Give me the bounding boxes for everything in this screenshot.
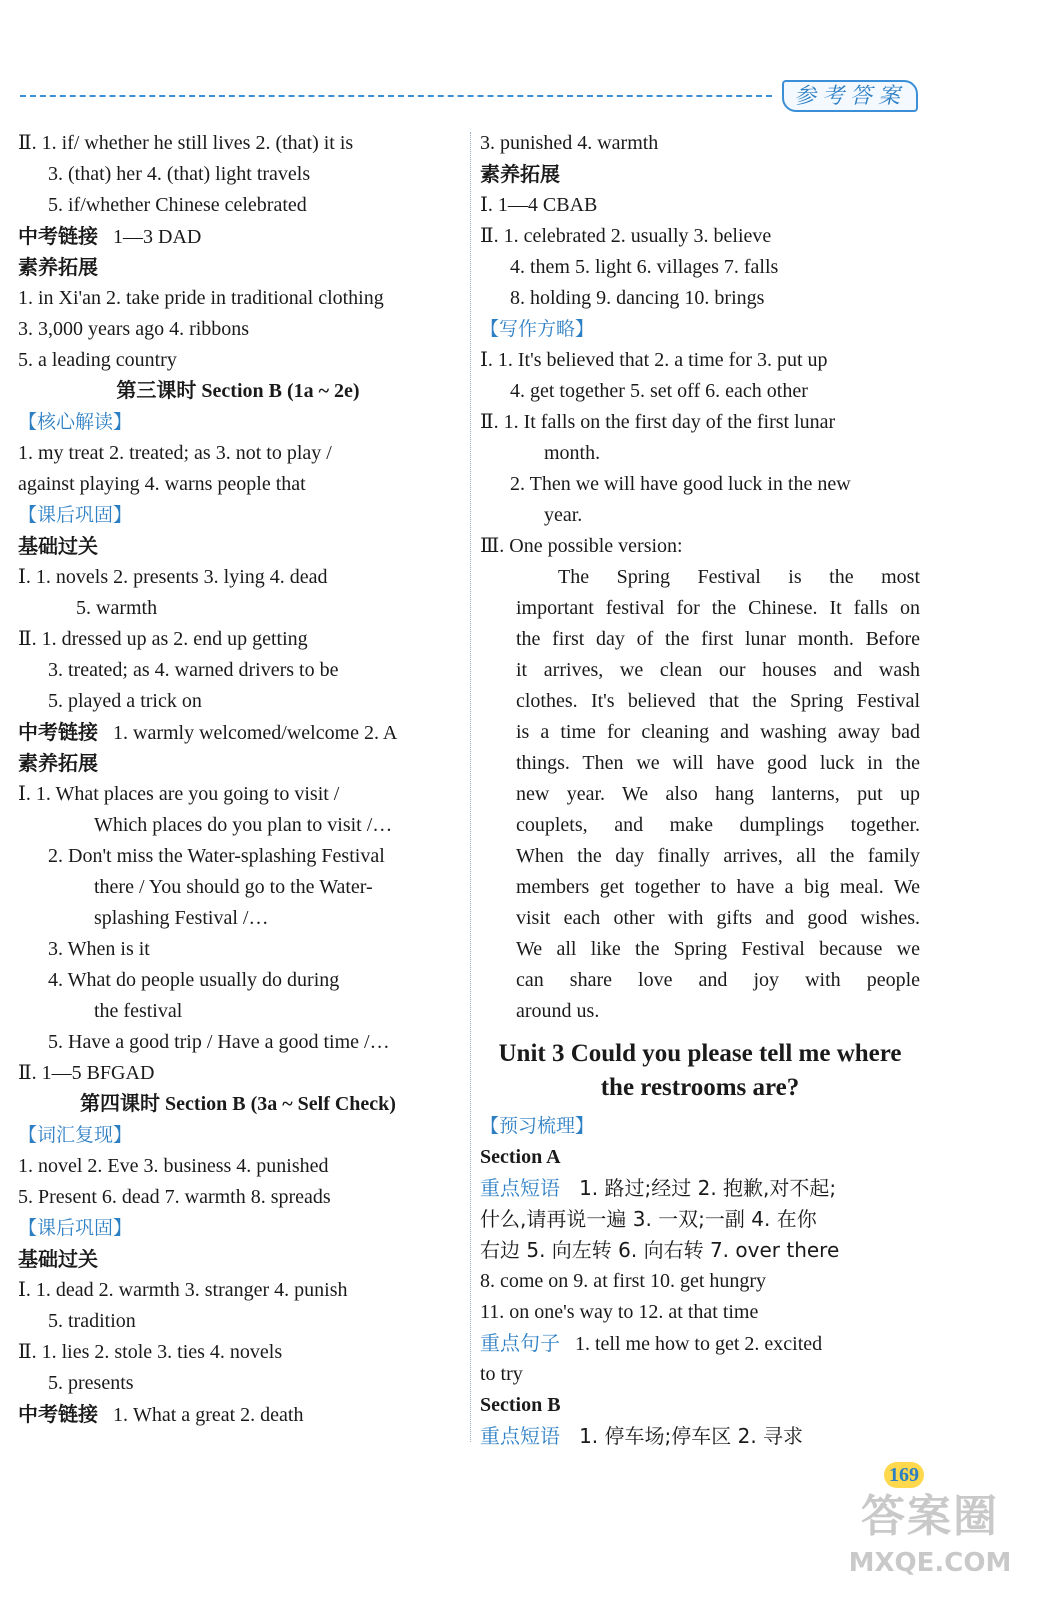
bracket-heading: 【课后巩固】 bbox=[18, 504, 133, 526]
answer-line: month. bbox=[544, 442, 601, 464]
watermark-url: MXQE.COM bbox=[848, 1548, 1012, 1578]
essay-line: members get together to have a big meal. We bbox=[516, 876, 920, 898]
header-badge: 参考答案 bbox=[782, 80, 918, 112]
essay-line: new year. We also hang lanterns, put up bbox=[516, 783, 920, 805]
answer-line: 中考链接 1. warmly welcomed/welcome 2. A bbox=[18, 720, 398, 744]
answer-line: 右边 5. 向左转 6. 向右转 7. over there bbox=[480, 1238, 840, 1262]
section-label: 素养拓展 bbox=[18, 255, 98, 279]
header-divider bbox=[20, 95, 772, 97]
essay-line: When the day finally arrives, all the family bbox=[516, 845, 920, 867]
answer-line: 5. if/whether Chinese celebrated bbox=[48, 194, 307, 216]
answer-line: Ⅰ. 1. What places are you going to visit / bbox=[18, 783, 340, 805]
bracket-heading: 【预习梳理】 bbox=[480, 1115, 595, 1137]
answer-line: 8. come on 9. at first 10. get hungry bbox=[480, 1270, 767, 1292]
answer-line: 5. warmth bbox=[76, 597, 158, 619]
answer-line: 4. them 5. light 6. villages 7. falls bbox=[510, 256, 779, 278]
answer-line: 3. (that) her 4. (that) light travels bbox=[48, 163, 311, 185]
section-heading: Section A bbox=[480, 1146, 561, 1168]
answer-line: 5. Present 6. dead 7. warmth 8. spreads bbox=[18, 1186, 331, 1208]
key-phrase-label: 重点短语 bbox=[480, 1424, 560, 1448]
answer-line: Ⅱ. 1. celebrated 2. usually 3. believe bbox=[480, 225, 772, 247]
answer-line: 2. Then we will have good luck in the new bbox=[510, 473, 851, 495]
right-column bbox=[480, 128, 920, 1452]
answer-line: 3. treated; as 4. warned drivers to be bbox=[48, 659, 339, 681]
lesson-heading: 第四课时 Section B (3a ~ Self Check) bbox=[80, 1093, 396, 1115]
answer-line: 什么,请再说一遍 3. 一双;一副 4. 在你 bbox=[480, 1207, 817, 1231]
bracket-heading: 【写作方略】 bbox=[480, 318, 595, 340]
essay-line: The Spring Festival is the most bbox=[558, 566, 920, 588]
essay-line: important festival for the Chinese. It falls on bbox=[516, 597, 920, 619]
section-label: 中考链接 bbox=[18, 720, 98, 744]
answer-line: year. bbox=[544, 504, 583, 526]
essay-line: is a time for cleaning and washing away bad bbox=[516, 721, 920, 743]
answer-line: Ⅰ. 1—4 CBAB bbox=[480, 194, 598, 216]
essay-line: around us. bbox=[516, 1000, 600, 1022]
answer-line: 5. a leading country bbox=[18, 349, 177, 371]
section-label: 基础过关 bbox=[18, 1247, 98, 1271]
answer-line: 1. in Xi'an 2. take pride in traditional clothing bbox=[18, 287, 384, 309]
section-label: 中考链接 bbox=[18, 224, 98, 248]
answer-line: 5. played a trick on bbox=[48, 690, 202, 712]
answer-line: splashing Festival /… bbox=[94, 907, 269, 929]
answer-line: 重点句子 1. tell me how to get 2. excited bbox=[480, 1331, 823, 1355]
answer-line: 重点短语 1. 路过;经过 2. 抱歉,对不起; bbox=[480, 1176, 837, 1200]
essay-line: clothes. It's believed that the Spring Festival bbox=[516, 690, 920, 712]
essay-line: can share love and joy with people bbox=[516, 969, 920, 991]
answer-line: Ⅱ. 1. dressed up as 2. end up getting bbox=[18, 628, 308, 650]
answer-line: 4. get together 5. set off 6. each other bbox=[510, 380, 808, 402]
watermark bbox=[845, 1488, 1015, 1588]
lesson-heading: 第三课时 Section B (1a ~ 2e) bbox=[116, 380, 360, 402]
essay-line: couplets, and make dumplings together. bbox=[516, 814, 920, 836]
essay-line: visit each other with gifts and good wishes. bbox=[516, 907, 920, 929]
answer-line: 4. What do people usually do during bbox=[48, 969, 340, 991]
bracket-heading: 【课后巩固】 bbox=[18, 1217, 133, 1239]
answer-line: Ⅰ. 1. novels 2. presents 3. lying 4. dead bbox=[18, 566, 328, 588]
answer-line: against playing 4. warns people that bbox=[18, 473, 306, 495]
left-column bbox=[18, 128, 458, 1430]
answer-line: 重点短语 1. 停车场;停车区 2. 寻求 bbox=[480, 1424, 804, 1448]
watermark-logo: 答案圈 bbox=[861, 1491, 999, 1542]
answer-line: 3. punished 4. warmth bbox=[480, 132, 659, 154]
unit-title: Unit 3 Could you please tell me where bbox=[498, 1040, 902, 1067]
answer-line: 3. 3,000 years ago 4. ribbons bbox=[18, 318, 250, 340]
answer-line: 5. tradition bbox=[48, 1310, 136, 1332]
essay-line: We all like the Spring Festival because we bbox=[516, 938, 920, 960]
answer-line: the festival bbox=[94, 1000, 183, 1022]
answer-line: Ⅱ. 1. It falls on the first day of the first lunar bbox=[480, 411, 836, 433]
key-sentence-label: 重点句子 bbox=[480, 1331, 560, 1355]
answer-line: there / You should go to the Water- bbox=[94, 876, 373, 898]
answer-line: 中考链接 1. What a great 2. death bbox=[18, 1402, 304, 1426]
answer-line: to try bbox=[480, 1363, 523, 1385]
section-heading: Section B bbox=[480, 1394, 561, 1416]
answer-line: Ⅲ. One possible version: bbox=[480, 535, 683, 557]
answer-line: 2. Don't miss the Water-splashing Festival bbox=[48, 845, 385, 867]
key-phrase-label: 重点短语 bbox=[480, 1176, 560, 1200]
answer-line: 11. on one's way to 12. at that time bbox=[480, 1301, 759, 1323]
section-label: 素养拓展 bbox=[18, 751, 98, 775]
answer-line: 5. Have a good trip / Have a good time /… bbox=[48, 1031, 390, 1053]
answer-line: Ⅱ. 1. lies 2. stole 3. ties 4. novels bbox=[18, 1341, 283, 1363]
answer-line: Ⅰ. 1. dead 2. warmth 3. stranger 4. punish bbox=[18, 1279, 348, 1301]
answer-line: 1. my treat 2. treated; as 3. not to play / bbox=[18, 442, 332, 464]
unit-title: the restrooms are? bbox=[600, 1074, 800, 1101]
essay-line: things. Then we will have good luck in the bbox=[516, 752, 920, 774]
section-label: 素养拓展 bbox=[480, 162, 560, 186]
answer-line: 8. holding 9. dancing 10. brings bbox=[510, 287, 765, 309]
column-divider bbox=[470, 132, 471, 1442]
answer-line: Ⅱ. 1. if/ whether he still lives 2. (that) it is bbox=[18, 132, 354, 154]
bracket-heading: 【核心解读】 bbox=[18, 411, 133, 433]
answer-line: 中考链接 1—3 DAD bbox=[18, 224, 202, 248]
answer-line: Which places do you plan to visit /… bbox=[94, 814, 393, 836]
answer-line: 3. When is it bbox=[48, 938, 150, 960]
essay-line: the first day of the first lunar month. Before bbox=[516, 628, 920, 650]
page-number: 169 bbox=[884, 1462, 924, 1488]
answer-line: 1. novel 2. Eve 3. business 4. punished bbox=[18, 1155, 329, 1177]
essay-line: it arrives, we clean our houses and wash bbox=[516, 659, 920, 681]
section-label: 中考链接 bbox=[18, 1402, 98, 1426]
answer-line: Ⅱ. 1—5 BFGAD bbox=[18, 1062, 155, 1084]
answer-line: 5. presents bbox=[48, 1372, 134, 1394]
bracket-heading: 【词汇复现】 bbox=[18, 1124, 133, 1146]
answer-line: Ⅰ. 1. It's believed that 2. a time for 3. put up bbox=[480, 349, 828, 371]
section-label: 基础过关 bbox=[18, 534, 98, 558]
